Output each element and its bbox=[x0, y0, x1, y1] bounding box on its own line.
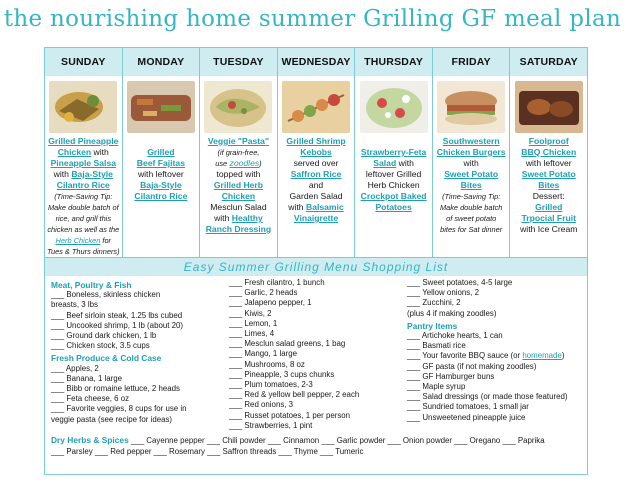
list-item: ___ Unsweetened pineapple juice bbox=[407, 412, 526, 422]
list-item: ___ GF pasta (if not making zoodles) bbox=[407, 361, 537, 371]
list-item: ___ Artichoke hearts, 1 can bbox=[407, 331, 503, 341]
grilled-link[interactable]: Grilled bbox=[535, 202, 563, 212]
day-header: SUNDAY bbox=[45, 48, 122, 76]
pineapple-salsa-link[interactable]: Pineapple Salsa bbox=[50, 158, 117, 168]
list-item: ___ Salad dressings (or made those featured) bbox=[407, 392, 568, 402]
chicken-link[interactable]: Chicken bbox=[57, 147, 92, 157]
list-item: breasts, 3 lbs bbox=[51, 300, 98, 310]
list-item: ___ Beef sirloin steak, 1.25 lbs cubed bbox=[51, 310, 183, 320]
southwestern-link[interactable]: Southwestern bbox=[442, 136, 500, 146]
list-item: ___ Zucchini, 2 bbox=[407, 298, 461, 308]
list-item: ___ Uncooked shrimp, 1 lb (about 20) bbox=[51, 320, 184, 330]
veggie-pasta-link[interactable]: Veggie "Pasta" bbox=[207, 136, 270, 146]
saffron-rice-link[interactable]: Saffron Rice bbox=[290, 169, 342, 179]
day-column-tuesday bbox=[199, 48, 277, 257]
list-item: ___ Apples, 2 bbox=[51, 363, 99, 373]
balsamic-link[interactable]: Balsamic bbox=[305, 202, 344, 212]
day-column-sunday bbox=[45, 48, 122, 257]
page-title: the nourishing home summer Grilling GF meal plan bbox=[3, 6, 622, 32]
day-header: WEDNESDAY bbox=[278, 48, 355, 76]
list-item: ___ Basmati rice bbox=[407, 341, 466, 351]
grilled-pineapple-chicken-link[interactable]: Grilled Pineapple bbox=[48, 136, 119, 146]
list-item: (plus 4 if making zoodles) bbox=[407, 308, 497, 318]
list-item: ___ Limes, 4 bbox=[229, 329, 275, 339]
shopping-list-title: Easy Summer Grilling Menu Shopping List bbox=[45, 258, 587, 276]
list-item: ___ Maple syrup bbox=[407, 382, 466, 392]
grilled-herb-link[interactable]: Grilled Herb bbox=[213, 180, 264, 190]
meal-friday: Southwestern Chicken Burgers with Sweet Potato Bites (Time-Saving Tip: Make double batch of sweet potato bites for Sat dinner bbox=[436, 136, 506, 234]
baja-style-link[interactable]: Baja-Style bbox=[71, 169, 113, 179]
list-item: ___ Feta cheese, 6 oz bbox=[51, 394, 130, 404]
list-item: ___ Mesclun salad greens, 1 bag bbox=[229, 339, 346, 349]
list-item: ___ Red & yellow bell pepper, 2 each bbox=[229, 390, 360, 400]
bbq-chicken-link[interactable]: BBQ Chicken bbox=[521, 147, 577, 157]
list-item: ___ Strawberries, 1 pint bbox=[229, 420, 313, 430]
list-item: ___ Plum tomatoes, 2-3 bbox=[229, 380, 313, 390]
list-item: ___ GF Hamburger buns bbox=[407, 371, 495, 381]
shopping-list bbox=[44, 258, 588, 475]
meal-thursday: Strawberry-Feta Salad with leftover Grilled Herb Chicken Crockpot Baked Potatoes bbox=[360, 147, 427, 212]
list-item: ___ Chicken stock, 3.5 cups bbox=[51, 341, 150, 351]
meal-saturday: Foolproof BBQ Chicken with leftover Sweet Potato Bites Dessert: Grilled Trpocial Fruit with Ice Cream bbox=[520, 136, 578, 234]
beef-fajitas-photo bbox=[127, 81, 195, 133]
vinaigrette-link[interactable]: Vinaigrette bbox=[293, 213, 339, 223]
list-item: ___ Yellow onions, 2 bbox=[407, 288, 479, 298]
day-header: MONDAY bbox=[123, 48, 200, 76]
day-header: TUESDAY bbox=[200, 48, 277, 76]
day-column-monday bbox=[122, 48, 200, 257]
shrimp-kebobs-photo bbox=[282, 81, 350, 133]
day-column-thursday bbox=[354, 48, 432, 257]
list-item: ___ Ground dark chicken, 1 lb bbox=[51, 331, 157, 341]
sweet-potato-link[interactable]: Sweet Potato bbox=[444, 169, 499, 179]
herb-chicken-link[interactable]: Herb Chicken bbox=[55, 236, 101, 245]
meal-sunday: Grilled Pineapple Chicken with Pineapple Salsa with Baja-Style Cilantro Rice (Time-Saving Tip: Make double batch of rice, and grill this chicken as well as the Herb Chicken for Tues & Thurs dinners) bbox=[47, 136, 120, 256]
shopping-column-2 bbox=[229, 278, 409, 431]
cilantro-rice-link[interactable]: Cilantro Rice bbox=[56, 180, 110, 190]
day-column-saturday bbox=[509, 48, 587, 257]
chicken-burgers-link[interactable]: Chicken Burgers bbox=[436, 147, 506, 157]
strawberry-feta-link[interactable]: Strawberry-Feta bbox=[360, 147, 427, 157]
category-heading: Meat, Poultry & Fish bbox=[51, 280, 132, 290]
list-item: ___ Mushrooms, 8 oz bbox=[229, 359, 305, 369]
list-item: ___ Banana, 1 large bbox=[51, 373, 123, 383]
list-item: ___ Mango, 1 large bbox=[229, 349, 297, 359]
list-item: ___ Parsley ___ Red pepper ___ Rosemary ___ Saffron threads ___ Thyme ___ Tumeric bbox=[51, 447, 364, 456]
bites-link[interactable]: Bites bbox=[538, 180, 560, 190]
list-item: ___ Lemon, 1 bbox=[229, 318, 278, 328]
list-item: ___ Favorite veggies, 8 cups for use in bbox=[51, 404, 187, 414]
ranch-dressing-link[interactable]: Ranch Dressing bbox=[205, 224, 272, 234]
chicken-burgers-photo bbox=[437, 81, 505, 133]
day-column-friday bbox=[432, 48, 510, 257]
grilled-shrimp-link[interactable]: Grilled Shrimp bbox=[286, 136, 346, 146]
salad-link[interactable]: Salad bbox=[373, 158, 397, 168]
kebobs-link[interactable]: Kebobs bbox=[300, 147, 332, 157]
list-item: ___ Your favorite BBQ sauce (or homemade) bbox=[407, 351, 565, 361]
list-item: ___ Cayenne pepper ___ Chili powder ___ Cinnamon ___ Garlic powder ___ Onion powder ___ Oregano ___ Paprika bbox=[130, 436, 545, 445]
category-heading: Dry Herbs & Spices bbox=[51, 435, 129, 445]
strawberry-feta-salad-photo bbox=[360, 81, 428, 133]
list-item: ___ Garlic, 2 heads bbox=[229, 288, 298, 298]
dry-herbs-spices bbox=[51, 435, 583, 457]
list-item: ___ Pineapple, 3 cups chunks bbox=[229, 369, 335, 379]
meal-monday: Grilled Beef Fajitas with leftover Baja-Style Cilantro Rice bbox=[134, 147, 188, 201]
shopping-column-3 bbox=[407, 278, 587, 423]
healthy-link[interactable]: Healthy bbox=[231, 213, 263, 223]
bbq-chicken-photo bbox=[515, 81, 583, 133]
veggie-pasta-photo bbox=[204, 81, 272, 133]
bites-link[interactable]: Bites bbox=[460, 180, 482, 190]
grilled-pineapple-chicken-photo bbox=[49, 81, 117, 133]
category-heading: Pantry Items bbox=[407, 320, 458, 331]
category-heading: Fresh Produce & Cold Case bbox=[51, 353, 162, 364]
meal-tuesday: Veggie "Pasta" (if grain-free, use zoodles) topped with Grilled Herb Chicken Mesclun Salad with Healthy Ranch Dressing bbox=[205, 136, 272, 234]
zoodles-link[interactable]: zoodles bbox=[229, 158, 260, 168]
meal-plan-grid bbox=[44, 47, 588, 258]
homemade-link[interactable]: homemade bbox=[522, 351, 562, 361]
meal-wednesday: Grilled Shrimp Kebobs served over Saffron Rice and Garden Salad with Balsamic Vinaigrette bbox=[286, 136, 346, 223]
potatoes-link[interactable]: Potatoes bbox=[375, 202, 412, 212]
shopping-column-1 bbox=[51, 278, 231, 425]
day-header: THURSDAY bbox=[355, 48, 432, 76]
grilled-link[interactable]: Grilled bbox=[147, 147, 175, 157]
day-header: SATURDAY bbox=[510, 48, 587, 76]
list-item: ___ Jalapeno pepper, 1 bbox=[229, 298, 312, 308]
list-item: ___ Kiwis, 2 bbox=[229, 308, 272, 318]
list-item: ___ Red onions, 3 bbox=[229, 400, 294, 410]
sweet-potato-link[interactable]: Sweet Potato bbox=[521, 169, 576, 179]
cilantro-rice-link[interactable]: Cilantro Rice bbox=[134, 191, 188, 201]
list-item: ___ Sweet potatoes, 4-5 large bbox=[407, 278, 513, 287]
chicken-link[interactable]: Chicken bbox=[221, 191, 256, 201]
baja-style-link[interactable]: Baja-Style bbox=[140, 180, 182, 190]
list-item: ___ Fresh cilantro, 1 bunch bbox=[229, 278, 325, 287]
list-item: veggie pasta (see recipe for ideas) bbox=[51, 414, 173, 424]
crockpot-baked-link[interactable]: Crockpot Baked bbox=[360, 191, 427, 201]
beef-fajitas-link[interactable]: Beef Fajitas bbox=[136, 158, 185, 168]
list-item: ___ Russet potatoes, 1 per person bbox=[229, 410, 351, 420]
list-item: ___ Sundried tomatoes, 1 small jar bbox=[407, 402, 529, 412]
list-item: ___ Bibb or romaine lettuce, 2 heads bbox=[51, 384, 180, 394]
foolproof-link[interactable]: Foolproof bbox=[528, 136, 569, 146]
day-column-wednesday bbox=[277, 48, 355, 257]
day-header: FRIDAY bbox=[433, 48, 510, 76]
tropical-fruit-link[interactable]: Trpocial Fruit bbox=[521, 213, 576, 223]
list-item: ___ Boneless, skinless chicken bbox=[51, 290, 161, 300]
